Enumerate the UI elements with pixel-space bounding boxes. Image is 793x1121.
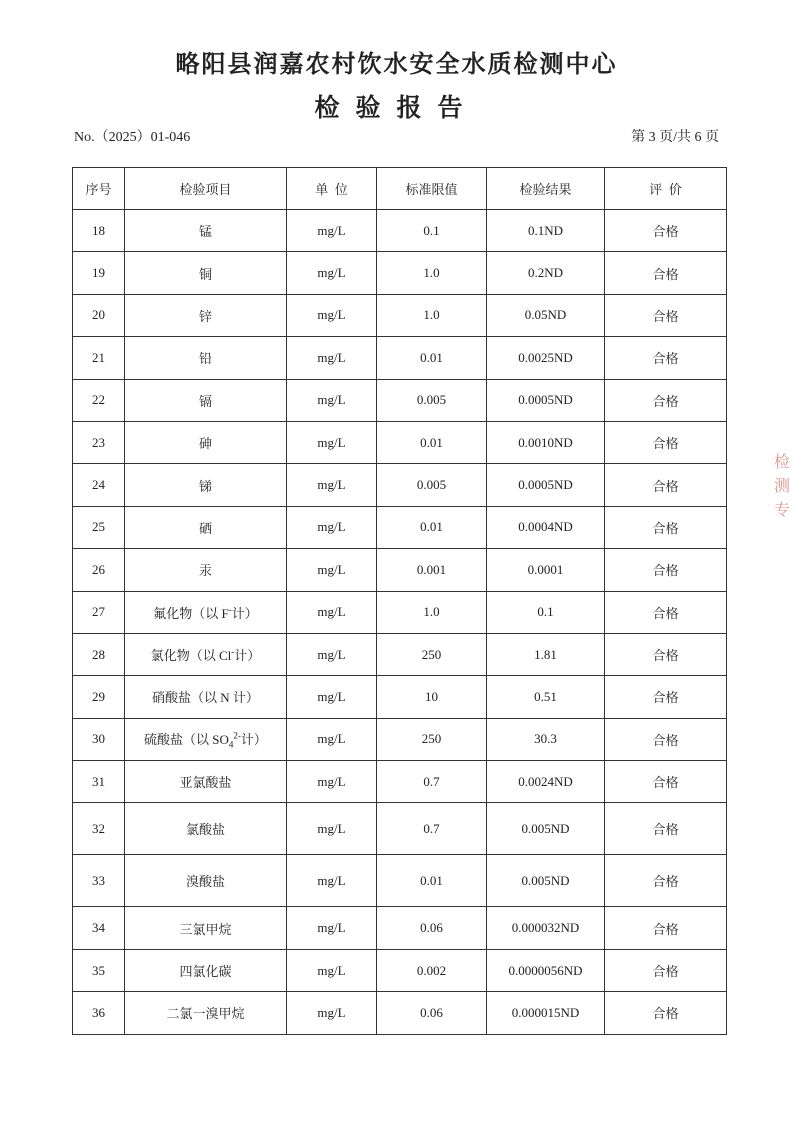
table-row <box>73 761 727 803</box>
cell-no: 22 <box>73 379 125 421</box>
table-row <box>73 907 727 949</box>
item-superscript: 2- <box>233 730 241 741</box>
cell-eval: 合格 <box>605 379 727 421</box>
cell-limit: 0.06 <box>377 992 487 1034</box>
cell-eval: 合格 <box>605 676 727 718</box>
table-row <box>73 803 727 855</box>
cell-item: 氯酸盐 <box>125 803 287 855</box>
cell-limit: 0.1 <box>377 210 487 252</box>
cell-eval: 合格 <box>605 464 727 506</box>
cell-result: 0.0025ND <box>487 337 605 379</box>
cell-unit: mg/L <box>287 379 377 421</box>
cell-unit: mg/L <box>287 633 377 675</box>
cell-eval: 合格 <box>605 549 727 591</box>
cell-limit: 0.01 <box>377 855 487 907</box>
cell-no: 36 <box>73 992 125 1034</box>
cell-eval: 合格 <box>605 803 727 855</box>
cell-result: 0.000032ND <box>487 907 605 949</box>
cell-limit: 0.01 <box>377 506 487 548</box>
cell-no: 20 <box>73 294 125 336</box>
cell-eval: 合格 <box>605 907 727 949</box>
cell-eval: 合格 <box>605 761 727 803</box>
table-row <box>73 252 727 294</box>
cell-no: 28 <box>73 633 125 675</box>
cell-limit: 250 <box>377 633 487 675</box>
cell-limit: 0.001 <box>377 549 487 591</box>
cell-item: 镉 <box>125 379 287 421</box>
cell-result: 0.0001 <box>487 549 605 591</box>
cell-item: 锌 <box>125 294 287 336</box>
cell-unit: mg/L <box>287 549 377 591</box>
item-superscript: - <box>228 604 232 615</box>
table-row <box>73 949 727 991</box>
cell-unit: mg/L <box>287 591 377 633</box>
cell-item: 铜 <box>125 252 287 294</box>
table-row <box>73 294 727 336</box>
cell-eval: 合格 <box>605 421 727 463</box>
cell-limit: 0.01 <box>377 337 487 379</box>
cell-result: 0.000015ND <box>487 992 605 1034</box>
cell-item: 亚氯酸盐 <box>125 761 287 803</box>
cell-result: 0.0004ND <box>487 506 605 548</box>
stamp-char: 测 <box>774 476 791 495</box>
cell-result: 0.0005ND <box>487 464 605 506</box>
item-text-suffix: 计） <box>231 605 258 621</box>
cell-eval: 合格 <box>605 718 727 760</box>
cell-eval: 合格 <box>605 210 727 252</box>
item-text-suffix: 计） <box>240 732 267 748</box>
cell-limit: 1.0 <box>377 294 487 336</box>
cell-limit: 0.7 <box>377 803 487 855</box>
cell-result: 30.3 <box>487 718 605 760</box>
item-text: 氟化物（以 F <box>153 605 229 621</box>
table-row <box>73 464 727 506</box>
table-row <box>73 718 727 760</box>
cell-no: 23 <box>73 421 125 463</box>
cell-item <box>125 718 287 760</box>
cell-eval: 合格 <box>605 252 727 294</box>
col-header-result: 检验结果 <box>487 168 605 210</box>
cell-limit: 10 <box>377 676 487 718</box>
cell-no: 32 <box>73 803 125 855</box>
cell-no: 31 <box>73 761 125 803</box>
cell-item: 硝酸盐（以 N 计） <box>125 676 287 718</box>
cell-result: 0.0005ND <box>487 379 605 421</box>
item-text: 氯化物（以 Cl <box>150 648 232 664</box>
cell-result: 0.1 <box>487 591 605 633</box>
cell-eval: 合格 <box>605 337 727 379</box>
cell-no: 26 <box>73 549 125 591</box>
cell-unit: mg/L <box>287 803 377 855</box>
cell-limit: 0.7 <box>377 761 487 803</box>
cell-eval: 合格 <box>605 506 727 548</box>
report-title: 检验报告 <box>314 93 479 122</box>
cell-item <box>125 591 287 633</box>
table-row <box>73 633 727 675</box>
cell-unit: mg/L <box>287 421 377 463</box>
cell-limit: 1.0 <box>377 591 487 633</box>
table-header-row <box>73 168 727 210</box>
col-header-item: 检验项目 <box>125 168 287 210</box>
cell-unit: mg/L <box>287 210 377 252</box>
cell-no: 19 <box>73 252 125 294</box>
cell-unit: mg/L <box>287 464 377 506</box>
cell-result: 0.0024ND <box>487 761 605 803</box>
cell-limit: 0.002 <box>377 949 487 991</box>
org-title: 略阳县润嘉农村饮水安全水质检测中心 <box>175 50 618 78</box>
cell-result: 0.2ND <box>487 252 605 294</box>
table-row <box>73 591 727 633</box>
col-header-no: 序号 <box>73 168 125 210</box>
cell-item: 锑 <box>125 464 287 506</box>
cell-eval: 合格 <box>605 992 727 1034</box>
cell-limit: 0.005 <box>377 464 487 506</box>
col-header-eval: 评 价 <box>605 168 727 210</box>
cell-unit: mg/L <box>287 676 377 718</box>
table-row <box>73 210 727 252</box>
stamp-char: 专 <box>774 500 791 519</box>
cell-unit: mg/L <box>287 294 377 336</box>
stamp-char: 检 <box>774 452 791 471</box>
cell-unit: mg/L <box>287 506 377 548</box>
cell-limit: 1.0 <box>377 252 487 294</box>
cell-no: 25 <box>73 506 125 548</box>
col-header-unit: 单 位 <box>287 168 377 210</box>
table-row <box>73 506 727 548</box>
cell-result: 0.0000056ND <box>487 949 605 991</box>
cell-result: 1.81 <box>487 633 605 675</box>
cell-no: 35 <box>73 949 125 991</box>
cell-limit: 0.06 <box>377 907 487 949</box>
item-superscript: - <box>231 646 235 657</box>
cell-item: 汞 <box>125 549 287 591</box>
cell-unit: mg/L <box>287 949 377 991</box>
cell-limit: 250 <box>377 718 487 760</box>
cell-unit: mg/L <box>287 907 377 949</box>
table-row <box>73 992 727 1034</box>
cell-unit: mg/L <box>287 252 377 294</box>
cell-item <box>125 633 287 675</box>
table-row <box>73 855 727 907</box>
col-header-limit: 标准限值 <box>377 168 487 210</box>
table-row <box>73 676 727 718</box>
cell-eval: 合格 <box>605 949 727 991</box>
item-text: 硫酸盐（以 SO <box>144 732 229 748</box>
cell-result: 0.005ND <box>487 803 605 855</box>
cell-result: 0.0010ND <box>487 421 605 463</box>
cell-item: 锰 <box>125 210 287 252</box>
cell-no: 21 <box>73 337 125 379</box>
cell-item: 四氯化碳 <box>125 949 287 991</box>
cell-no: 34 <box>73 907 125 949</box>
cell-unit: mg/L <box>287 855 377 907</box>
table-row <box>73 421 727 463</box>
cell-result: 0.1ND <box>487 210 605 252</box>
cell-eval: 合格 <box>605 855 727 907</box>
item-text-suffix: 计） <box>234 648 261 664</box>
cell-unit: mg/L <box>287 337 377 379</box>
results-table <box>72 167 727 1035</box>
cell-eval: 合格 <box>605 591 727 633</box>
cell-item: 溴酸盐 <box>125 855 287 907</box>
cell-item: 硒 <box>125 506 287 548</box>
item-subscript: 4 <box>228 739 234 750</box>
table-row <box>73 549 727 591</box>
cell-unit: mg/L <box>287 992 377 1034</box>
cell-result: 0.05ND <box>487 294 605 336</box>
cell-item: 砷 <box>125 421 287 463</box>
page-number: 第 3 页/共 6 页 <box>631 130 719 145</box>
cell-unit: mg/L <box>287 718 377 760</box>
cell-limit: 0.005 <box>377 379 487 421</box>
cell-no: 27 <box>73 591 125 633</box>
cell-item: 二氯一溴甲烷 <box>125 992 287 1034</box>
cell-no: 18 <box>73 210 125 252</box>
cell-unit: mg/L <box>287 761 377 803</box>
table-row <box>73 337 727 379</box>
cell-item: 铅 <box>125 337 287 379</box>
red-stamp-fragment <box>774 450 793 610</box>
cell-eval: 合格 <box>605 294 727 336</box>
report-number: No.（2025）01-046 <box>74 130 191 145</box>
cell-no: 33 <box>73 855 125 907</box>
cell-result: 0.51 <box>487 676 605 718</box>
cell-eval: 合格 <box>605 633 727 675</box>
cell-result: 0.005ND <box>487 855 605 907</box>
cell-item: 三氯甲烷 <box>125 907 287 949</box>
table-row <box>73 379 727 421</box>
cell-limit: 0.01 <box>377 421 487 463</box>
cell-no: 24 <box>73 464 125 506</box>
cell-no: 30 <box>73 718 125 760</box>
cell-no: 29 <box>73 676 125 718</box>
